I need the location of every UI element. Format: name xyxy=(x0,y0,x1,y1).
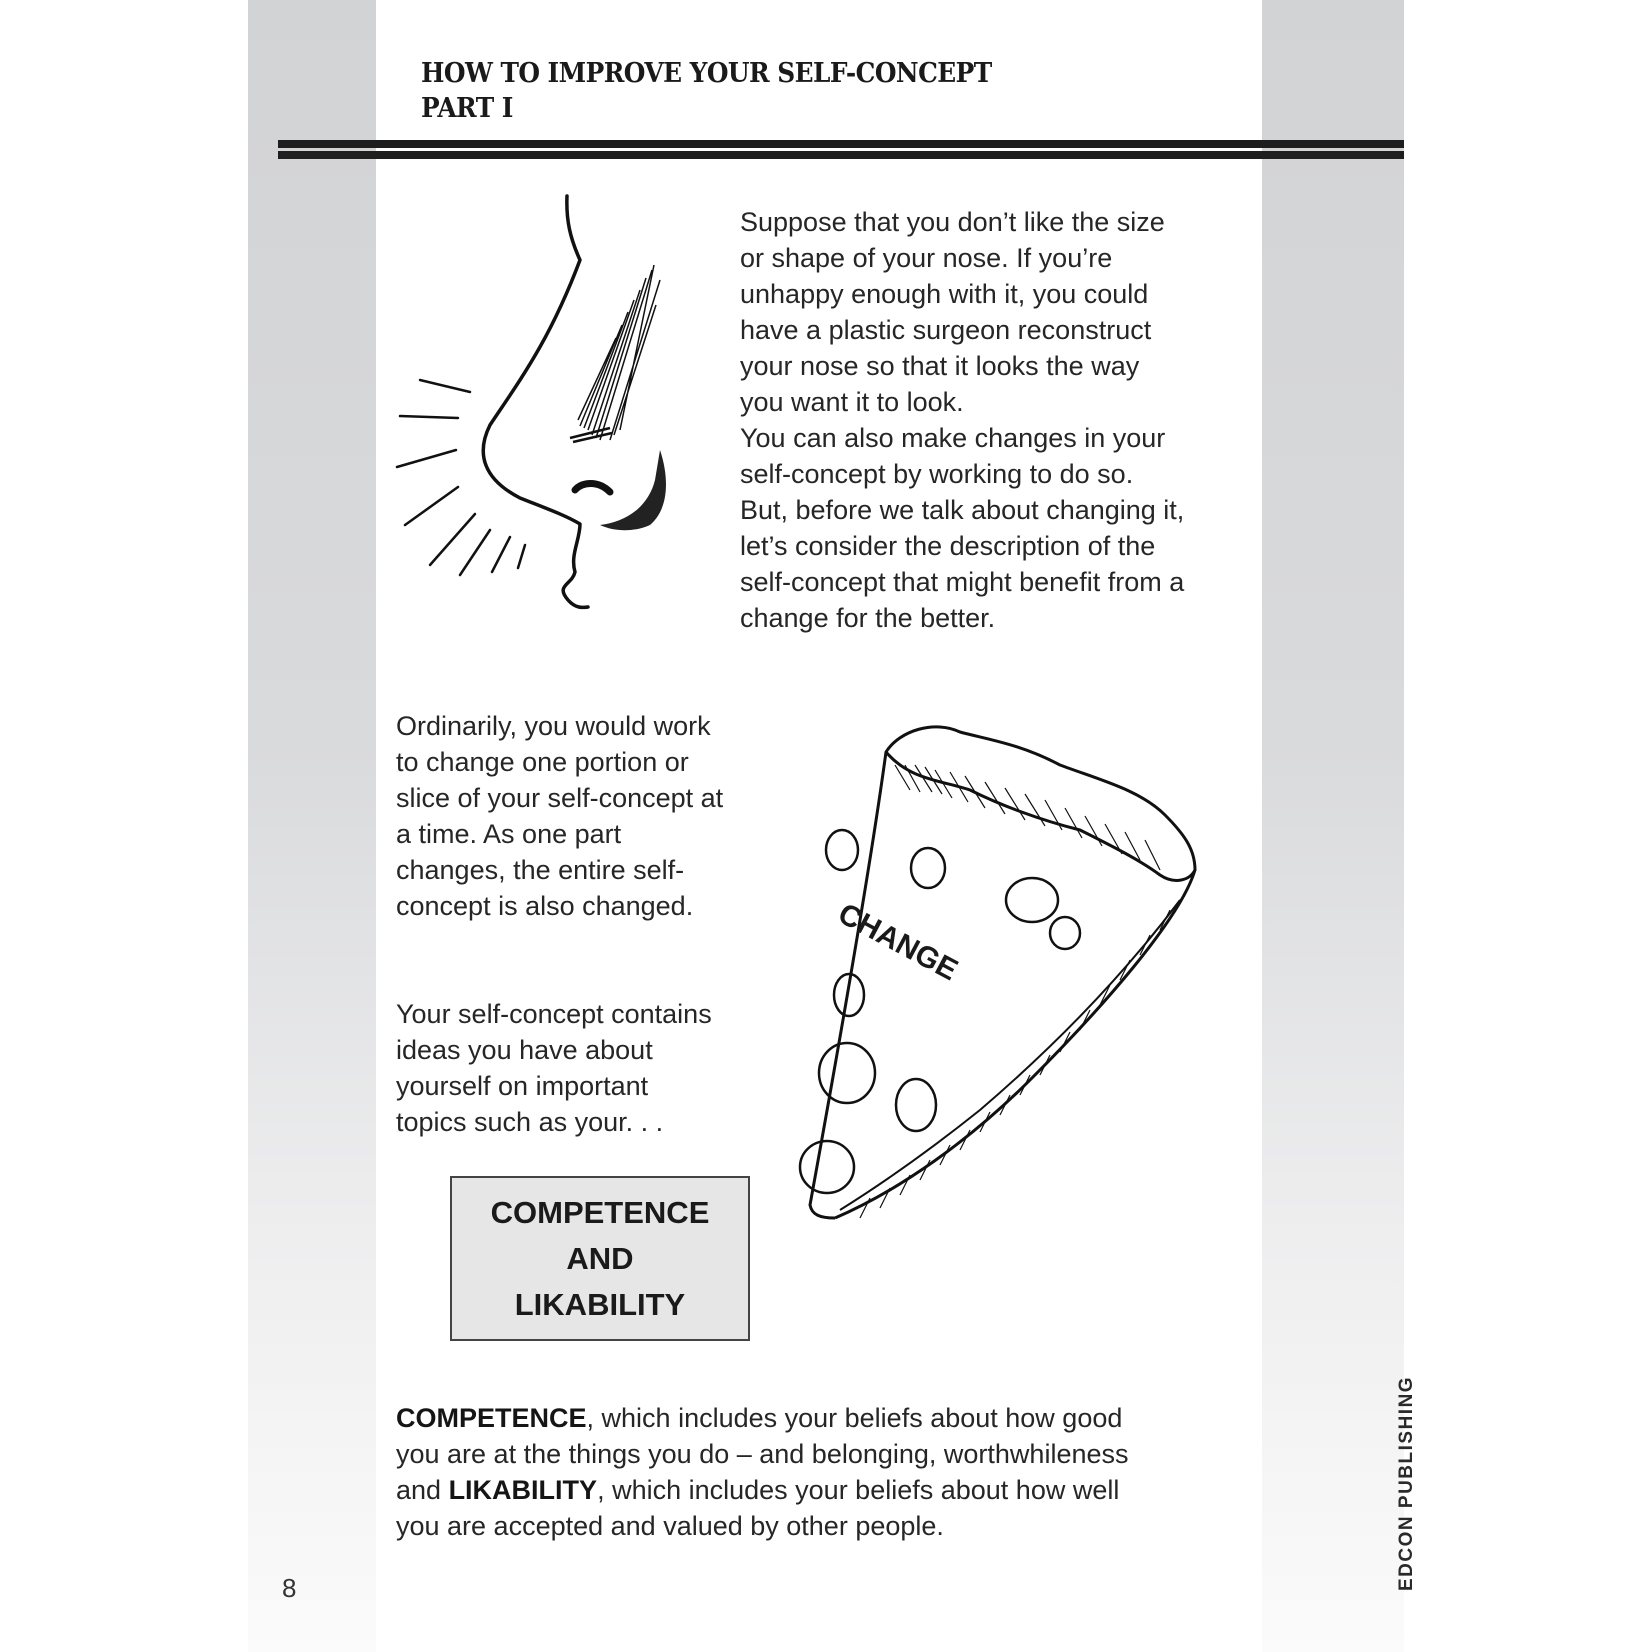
title-rule-top xyxy=(278,140,1404,148)
publisher-label: EDCON PUBLISHING xyxy=(1396,1375,1417,1591)
pizza-crust-top xyxy=(886,727,1195,881)
motion-lines xyxy=(397,380,525,575)
term-likability: LIKABILITY xyxy=(448,1475,598,1505)
pepperoni xyxy=(800,1141,854,1193)
nose-shading xyxy=(570,265,660,442)
pepperoni-group xyxy=(800,830,1080,1193)
pepperoni xyxy=(1006,878,1058,922)
pepperoni xyxy=(911,848,945,888)
definition-text-1: , which includes your beliefs about how good you are at the things you do – and belonging, worthwhileness and xyxy=(396,1403,1129,1505)
definition-text-2: , which includes your beliefs about how well you are accepted and valued by other people. xyxy=(396,1475,1120,1541)
nose-outline xyxy=(483,196,588,607)
pizza-left-edge xyxy=(810,752,886,1218)
title-line-1: HOW TO IMPROVE YOUR SELF-CONCEPT xyxy=(421,58,992,89)
nostril xyxy=(575,484,610,493)
page-number: 8 xyxy=(282,1573,297,1603)
pizza-illustration xyxy=(800,720,1240,1240)
intro-paragraph: Suppose that you don’t like the size or shape of your nose. If you’re unhappy enough with it, you could have a plastic surgeon reconstruct your nose so that it looks the way you want it to look. You can also make changes in your self-concept by working to do so. But, before we talk about changing it, let’s consider the description of the self-concept that might benefit from a change for the better. xyxy=(740,207,1185,633)
box-line-3: LIKABILITY xyxy=(514,1286,686,1322)
box-line-2: AND xyxy=(566,1240,634,1276)
pepperoni xyxy=(826,830,858,870)
left-margin-strip xyxy=(248,0,376,1652)
definition-paragraph xyxy=(396,1400,1246,1544)
title-line-2: PART I xyxy=(421,93,513,124)
crust-hatching xyxy=(860,765,1170,1218)
pepperoni xyxy=(896,1079,936,1131)
title-rule-bottom xyxy=(278,151,1404,159)
nose-illustration xyxy=(370,180,670,620)
pizza-change-label: CHANGE xyxy=(832,897,964,988)
slice-paragraph: Ordinarily, you would work to change one portion or slice of your self-concept at a time. As one part changes, the entire self- concept is also changed. xyxy=(396,711,724,921)
right-margin-strip xyxy=(1262,0,1404,1652)
page-title xyxy=(421,56,992,126)
term-competence: COMPETENCE xyxy=(396,1403,587,1433)
pepperoni xyxy=(819,1043,875,1103)
competence-likability-box xyxy=(450,1176,750,1341)
topics-paragraph: Your self-concept contains ideas you have about yourself on important topics such as your. . . xyxy=(396,999,712,1137)
pepperoni xyxy=(1050,917,1080,949)
box-line-1: COMPETENCE xyxy=(490,1194,710,1230)
